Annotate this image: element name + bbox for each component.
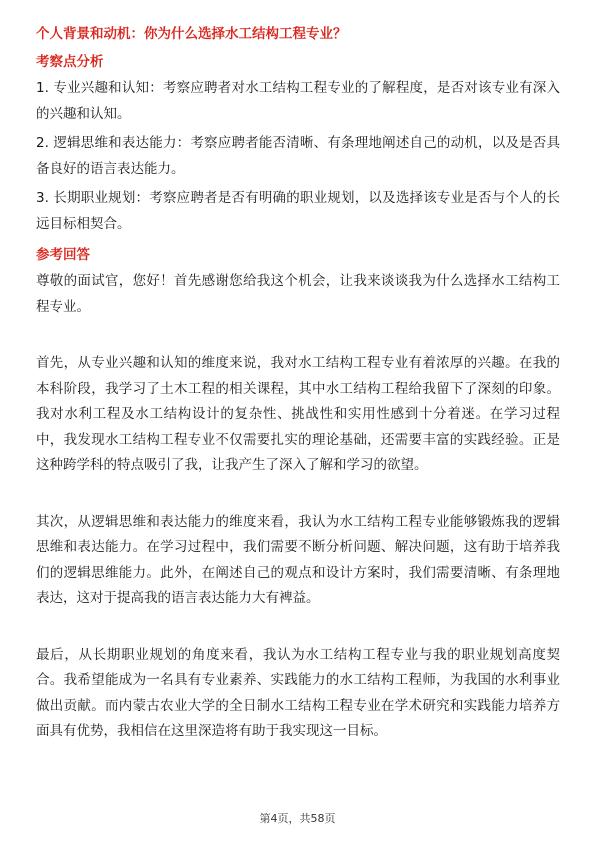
question-title: 个人背景和动机：你为什么选择水工结构工程专业？ xyxy=(36,26,347,42)
analysis-heading: 考察点分析 xyxy=(36,54,104,70)
answer-paragraph-interest: 首先，从专业兴趣和认知的维度来说，我对水工结构工程专业有着浓厚的兴趣。在我的本科阶段，我学习了土木工程的相关课程，其中水工结构工程给我留下了深刻的印象。我对水利工程及水工结构设计的复杂性、挑战性和实用性感到十分着迷。在学习过程中，我发现水工结构工程专业不仅需要扎实的理论基础，还需要丰富的实践经验。正是这种跨学科的特点吸引了我，让我产生了深入了解和学习的欲望。 xyxy=(36,355,560,473)
answer-paragraph-career: 最后，从长期职业规划的角度来看，我认为水工结构工程专业与我的职业规划高度契合。我希望能成为一名具有专业素养、实践能力的水工结构工程师，为我国的水利事业做出贡献。而内蒙古农业大学的全日制水工结构工程专业在学术研究和实践能力培养方面具有优势，我相信在这里深造将有助于我实现这一目标。 xyxy=(36,646,560,739)
answer-paragraph-logic: 其次，从逻辑思维和表达能力的维度来看，我认为水工结构工程专业能够锻炼我的逻辑思维和表达能力。在学习过程中，我们需要不断分析问题、解决问题，这有助于培养我们的逻辑思维能力。此外，在阐述自己的观点和设计方案时，我们需要清晰、有条理地表达，这对于提高我的语言表达能力大有裨益。 xyxy=(36,513,560,606)
answer-body xyxy=(36,269,560,745)
analysis-point-3: 3. 长期职业规划：考察应聘者是否有明确的职业规划，以及选择该专业是否与个人的长远目标相契合。 xyxy=(36,190,560,232)
answer-paragraph-intro: 尊敬的面试官，您好！首先感谢您给我这个机会，让我来谈谈我为什么选择水工结构工程专业。 xyxy=(36,273,560,315)
page-number-footer: 第4页，共58页 xyxy=(259,812,336,825)
analysis-point-2: 2. 逻辑思维和表达能力：考察应聘者能否清晰、有条理地阐述自己的动机，以及是否具备良好的语言表达能力。 xyxy=(36,135,560,177)
analysis-points xyxy=(36,76,560,237)
analysis-point-1: 1. 专业兴趣和认知：考察应聘者对水工结构工程专业的了解程度，是否对该专业有深入的兴趣和认知。 xyxy=(36,80,560,122)
answer-heading: 参考回答 xyxy=(36,247,90,263)
page-content xyxy=(36,24,560,776)
